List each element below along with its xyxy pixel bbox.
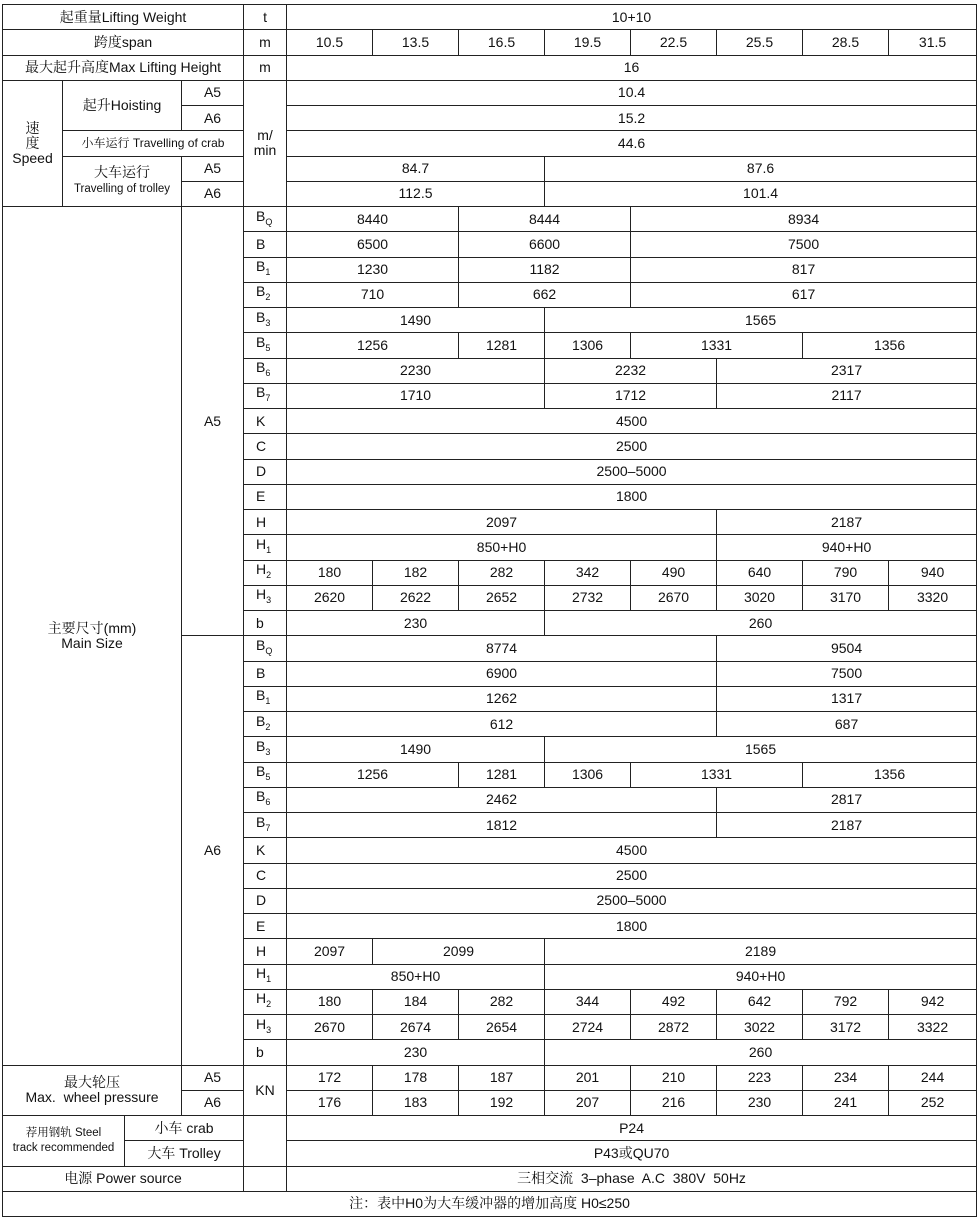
dimension-symbol-letter: B <box>256 333 266 350</box>
dimension-value: 2674 <box>373 1015 459 1040</box>
dimension-value: 1281 <box>459 762 545 787</box>
span-label: 跨度span <box>3 30 244 55</box>
dimension-symbol <box>244 560 287 585</box>
dimension-symbol-letter: H <box>256 1015 267 1032</box>
dimension-symbol-letter: H <box>256 561 267 578</box>
dimension-value: 2622 <box>373 585 459 610</box>
dimension-value: 230 <box>287 611 545 636</box>
dimension-symbol-subscript: 3 <box>265 317 271 328</box>
dimension-symbol-letter: B <box>256 813 266 830</box>
span-value: 25.5 <box>717 30 803 55</box>
spec-table <box>2 4 977 1217</box>
dimension-value: 1331 <box>631 333 803 358</box>
dimension-value: 1356 <box>803 333 977 358</box>
rail-trolley-label: 大车 Trolley <box>125 1141 244 1166</box>
rail-label <box>3 1116 125 1167</box>
dimension-symbol <box>244 1040 287 1065</box>
lifting-weight-value: 10+10 <box>287 5 977 30</box>
trolley-travel-label <box>63 156 182 207</box>
max-height-label: 最大起升高度Max Lifting Height <box>3 55 244 80</box>
dimension-symbol-letter: H <box>256 535 267 552</box>
dimension-symbol-letter: B <box>256 737 266 754</box>
dimension-symbol <box>244 207 287 232</box>
dimension-value: 790 <box>803 560 889 585</box>
span-value: 22.5 <box>631 30 717 55</box>
lifting-weight-unit: t <box>244 5 287 30</box>
dimension-value: 1256 <box>287 333 459 358</box>
dimension-symbol-letter: H <box>256 965 267 982</box>
power-value: 三相交流 3–phase A.C 380V 50Hz <box>287 1166 977 1191</box>
dimension-symbol <box>244 484 287 509</box>
dimension-value: 1262 <box>287 686 717 711</box>
span-value: 28.5 <box>803 30 889 55</box>
dimension-symbol <box>244 838 287 863</box>
wheel-a6-value: 216 <box>631 1090 717 1115</box>
wheel-a6-value: 241 <box>803 1090 889 1115</box>
wheel-a5-value: 244 <box>889 1065 977 1090</box>
speed-label-en: Speed <box>12 149 53 166</box>
dimension-symbol-letter: B <box>256 687 266 704</box>
dimension-symbol-subscript: 1 <box>265 267 271 278</box>
dimension-value: 3020 <box>717 585 803 610</box>
rail-label-en: track recommended <box>12 1141 115 1154</box>
wheel-label-cn: 最大轮压 <box>64 1074 120 1091</box>
dimension-symbol <box>244 383 287 408</box>
row-hoisting-a5 <box>3 80 977 105</box>
dimension-value: 184 <box>373 989 459 1014</box>
main-size-label <box>3 207 182 1066</box>
dimension-value: 2500 <box>287 434 977 459</box>
dimension-value: 1256 <box>287 762 459 787</box>
dimension-symbol-letter: D <box>256 463 267 480</box>
wheel-a6-value: 230 <box>717 1090 803 1115</box>
dimension-symbol-subscript: 3 <box>265 746 271 757</box>
dimension-value: 1356 <box>803 762 977 787</box>
row-wheel-a5 <box>3 1065 977 1090</box>
dimension-symbol-letter: B <box>256 283 266 300</box>
main-size-row <box>3 207 977 232</box>
max-height-unit: m <box>244 55 287 80</box>
span-unit: m <box>244 30 287 55</box>
dimension-value: 2317 <box>717 358 977 383</box>
dimension-symbol-letter: K <box>256 412 266 429</box>
dimension-symbol-subscript: 6 <box>265 797 271 808</box>
hoisting-label: 起升Hoisting <box>63 80 182 131</box>
dimension-symbol <box>244 762 287 787</box>
lifting-weight-label: 起重量Lifting Weight <box>3 5 244 30</box>
dimension-value: 492 <box>631 989 717 1014</box>
dimension-symbol <box>244 939 287 964</box>
main-size-label-en: Main Size <box>61 634 123 651</box>
dimension-value: 8774 <box>287 636 717 661</box>
dimension-value: 7500 <box>717 661 977 686</box>
dimension-value: 1230 <box>287 257 459 282</box>
dimension-value: 2117 <box>717 383 977 408</box>
dimension-value: 2872 <box>631 1015 717 1040</box>
dimension-value: 817 <box>631 257 977 282</box>
dimension-value: 1812 <box>287 813 717 838</box>
hoisting-a6-class: A6 <box>182 106 244 131</box>
dimension-symbol <box>244 686 287 711</box>
dimension-symbol-letter: D <box>256 892 267 909</box>
dimension-symbol <box>244 964 287 989</box>
dimension-symbol <box>244 358 287 383</box>
trolley-a6-class: A6 <box>182 181 244 206</box>
rail-label-cn: 荐用钢轨 Steel <box>25 1126 102 1139</box>
dimension-symbol-subscript: Q <box>265 216 273 227</box>
dimension-symbol-letter: B <box>256 235 266 252</box>
wheel-a5-value: 210 <box>631 1065 717 1090</box>
dimension-symbol <box>244 863 287 888</box>
dimension-value: 942 <box>889 989 977 1014</box>
footnote: 注：表中H0为大车缓冲器的增加高度 H0≤250 <box>3 1191 977 1216</box>
rail-crab-value: P24 <box>287 1116 977 1141</box>
dimension-value: 230 <box>287 1040 545 1065</box>
dimension-symbol <box>244 636 287 661</box>
dimension-value: 850+H0 <box>287 964 545 989</box>
main-size-label-cn: 主要尺寸(mm) <box>47 619 137 636</box>
dimension-symbol <box>244 611 287 636</box>
wheel-unit: KN <box>244 1065 287 1116</box>
dimension-value: 2189 <box>545 939 977 964</box>
dimension-symbol-subscript: 1 <box>266 974 272 985</box>
dimension-value: 612 <box>287 712 717 737</box>
dimension-value: 6900 <box>287 661 717 686</box>
rail-unit-empty <box>244 1116 287 1167</box>
dimension-value: 2500 <box>287 863 977 888</box>
dimension-symbol-letter: B <box>256 258 266 275</box>
dimension-value: 1800 <box>287 484 977 509</box>
wheel-a5-value: 178 <box>373 1065 459 1090</box>
dimension-value: 490 <box>631 560 717 585</box>
trolley-label-en: Travelling of trolley <box>73 183 171 196</box>
row-power <box>3 1166 977 1191</box>
dimension-value: 2724 <box>545 1015 631 1040</box>
duty-class-a6: A6 <box>182 636 244 1065</box>
dimension-value: 3172 <box>803 1015 889 1040</box>
dimension-value: 282 <box>459 989 545 1014</box>
dimension-value: 2732 <box>545 585 631 610</box>
dimension-value: 1712 <box>545 383 717 408</box>
dimension-value: 710 <box>287 282 459 307</box>
dimension-value: 1490 <box>287 308 545 333</box>
dimension-value: 640 <box>717 560 803 585</box>
dimension-value: 940+H0 <box>545 964 977 989</box>
dimension-value: 8444 <box>459 207 631 232</box>
dimension-value: 940+H0 <box>717 535 977 560</box>
dimension-value: 6500 <box>287 232 459 257</box>
span-value: 10.5 <box>287 30 373 55</box>
wheel-a5-value: 187 <box>459 1065 545 1090</box>
crab-travel-value: 44.6 <box>287 131 977 156</box>
dimension-value: 4500 <box>287 409 977 434</box>
trolley-a5-value: 87.6 <box>545 156 977 181</box>
dimension-value: 8440 <box>287 207 459 232</box>
dimension-value: 2817 <box>717 787 977 812</box>
dimension-value: 1182 <box>459 257 631 282</box>
speed-group-label <box>3 80 63 206</box>
dimension-symbol-letter: B <box>256 788 266 805</box>
dimension-value: 2654 <box>459 1015 545 1040</box>
dimension-value: 1565 <box>545 737 977 762</box>
hoisting-a5-class: A5 <box>182 80 244 105</box>
dimension-symbol-letter: C <box>256 437 267 454</box>
dimension-value: 2462 <box>287 787 717 812</box>
dimension-value: 1710 <box>287 383 545 408</box>
dimension-value: 642 <box>717 989 803 1014</box>
dimension-symbol-subscript: 2 <box>266 999 272 1010</box>
rail-crab-label: 小车 crab <box>125 1116 244 1141</box>
dimension-value: 687 <box>717 712 977 737</box>
row-note <box>3 1191 977 1216</box>
dimension-value: 7500 <box>631 232 977 257</box>
dimension-symbol-subscript: 3 <box>266 1024 272 1035</box>
dimension-value: 6600 <box>459 232 631 257</box>
dimension-symbol-subscript: 2 <box>265 292 271 303</box>
dimension-symbol-letter: B <box>256 636 266 653</box>
wheel-a6-value: 252 <box>889 1090 977 1115</box>
speed-label-cn: 速度 <box>25 119 40 151</box>
dimension-symbol-letter: C <box>256 867 267 884</box>
dimension-value: 3170 <box>803 585 889 610</box>
dimension-value: 1306 <box>545 333 631 358</box>
dimension-value: 2187 <box>717 813 977 838</box>
dimension-symbol-letter: B <box>256 308 266 325</box>
dimension-symbol <box>244 257 287 282</box>
dimension-value: 4500 <box>287 838 977 863</box>
dimension-value: 792 <box>803 989 889 1014</box>
dimension-symbol-letter: K <box>256 841 266 858</box>
wheel-a6-value: 192 <box>459 1090 545 1115</box>
dimension-symbol <box>244 661 287 686</box>
power-unit-empty <box>244 1166 287 1191</box>
trolley-a5-value: 84.7 <box>287 156 545 181</box>
dimension-symbol-subscript: 5 <box>265 342 271 353</box>
wheel-a5-class: A5 <box>182 1065 244 1090</box>
dimension-value: 1800 <box>287 914 977 939</box>
row-max-height <box>3 55 977 80</box>
wheel-a6-value: 176 <box>287 1090 373 1115</box>
dimension-value: 180 <box>287 989 373 1014</box>
dimension-value: 662 <box>459 282 631 307</box>
dimension-symbol <box>244 535 287 560</box>
dimension-symbol <box>244 434 287 459</box>
dimension-value: 260 <box>545 611 977 636</box>
dimension-value: 2500–5000 <box>287 459 977 484</box>
dimension-symbol-letter: H <box>256 990 267 1007</box>
dimension-value: 182 <box>373 560 459 585</box>
dimension-value: 2099 <box>373 939 545 964</box>
dimension-value: 940 <box>889 560 977 585</box>
dimension-symbol-letter: B <box>256 207 266 224</box>
dimension-value: 2670 <box>631 585 717 610</box>
dimension-value: 9504 <box>717 636 977 661</box>
dimension-symbol <box>244 333 287 358</box>
dimension-symbol-letter: B <box>256 359 266 376</box>
dimension-value: 344 <box>545 989 631 1014</box>
dimension-symbol-letter: E <box>256 488 266 505</box>
dimension-value: 260 <box>545 1040 977 1065</box>
rail-trolley-value: P43或QU70 <box>287 1141 977 1166</box>
dimension-symbol-letter: b <box>256 1043 264 1060</box>
wheel-pressure-label <box>3 1065 182 1116</box>
dimension-symbol-subscript: 2 <box>266 570 272 581</box>
dimension-symbol-subscript: Q <box>265 645 273 656</box>
dimension-symbol-subscript: 5 <box>265 772 271 783</box>
dimension-symbol-letter: B <box>256 763 266 780</box>
wheel-a6-class: A6 <box>182 1090 244 1115</box>
dimension-value: 1281 <box>459 333 545 358</box>
trolley-a5-class: A5 <box>182 156 244 181</box>
dimension-value: 180 <box>287 560 373 585</box>
dimension-symbol <box>244 712 287 737</box>
dimension-symbol <box>244 232 287 257</box>
dimension-value: 3022 <box>717 1015 803 1040</box>
dimension-value: 2097 <box>287 510 717 535</box>
crab-travel-label: 小车运行 Travelling of crab <box>63 131 244 156</box>
dimension-symbol-letter: E <box>256 917 266 934</box>
dimension-symbol <box>244 1015 287 1040</box>
dimension-value: 1565 <box>545 308 977 333</box>
dimension-symbol-letter: H <box>256 586 267 603</box>
trolley-a6-value: 112.5 <box>287 181 545 206</box>
hoisting-a6-value: 15.2 <box>287 106 977 131</box>
dimension-value: 2187 <box>717 510 977 535</box>
dimension-value: 8934 <box>631 207 977 232</box>
dimension-symbol-subscript: 3 <box>266 595 272 606</box>
dimension-symbol-letter: B <box>256 665 266 682</box>
dimension-symbol <box>244 282 287 307</box>
dimension-symbol <box>244 914 287 939</box>
wheel-a5-value: 201 <box>545 1065 631 1090</box>
dimension-value: 1317 <box>717 686 977 711</box>
dimension-value: 2670 <box>287 1015 373 1040</box>
dimension-symbol-letter: B <box>256 712 266 729</box>
dimension-symbol-subscript: 1 <box>265 696 271 707</box>
dimension-symbol <box>244 989 287 1014</box>
dimension-value: 1306 <box>545 762 631 787</box>
dimension-symbol-subscript: 2 <box>265 721 271 732</box>
row-lifting-weight <box>3 5 977 30</box>
dimension-symbol <box>244 459 287 484</box>
duty-class-a5: A5 <box>182 207 244 636</box>
hoisting-a5-value: 10.4 <box>287 80 977 105</box>
dimension-symbol-letter: b <box>256 614 264 631</box>
power-label: 电源 Power source <box>3 1166 244 1191</box>
dimension-symbol-subscript: 7 <box>265 822 271 833</box>
dimension-symbol <box>244 308 287 333</box>
dimension-symbol <box>244 813 287 838</box>
speed-unit: m/ min <box>244 80 287 206</box>
dimension-value: 1331 <box>631 762 803 787</box>
row-rail-crab <box>3 1116 977 1141</box>
dimension-value: 850+H0 <box>287 535 717 560</box>
dimension-symbol <box>244 409 287 434</box>
wheel-a6-value: 183 <box>373 1090 459 1115</box>
row-trolley-a5 <box>3 156 977 181</box>
dimension-symbol <box>244 585 287 610</box>
max-height-value: 16 <box>287 55 977 80</box>
span-value: 31.5 <box>889 30 977 55</box>
dimension-value: 3322 <box>889 1015 977 1040</box>
span-value: 19.5 <box>545 30 631 55</box>
trolley-a6-value: 101.4 <box>545 181 977 206</box>
trolley-label-cn: 大车运行 <box>94 164 150 181</box>
dimension-value: 3320 <box>889 585 977 610</box>
dimension-value: 617 <box>631 282 977 307</box>
dimension-value: 2652 <box>459 585 545 610</box>
dimension-symbol <box>244 787 287 812</box>
dimension-symbol-subscript: 1 <box>266 544 272 555</box>
dimension-symbol <box>244 510 287 535</box>
dimension-value: 282 <box>459 560 545 585</box>
dimension-value: 2500–5000 <box>287 888 977 913</box>
wheel-a5-value: 234 <box>803 1065 889 1090</box>
span-value: 13.5 <box>373 30 459 55</box>
dimension-value: 2232 <box>545 358 717 383</box>
wheel-a5-value: 223 <box>717 1065 803 1090</box>
dimension-symbol-letter: H <box>256 513 267 530</box>
row-crab-travel <box>3 131 977 156</box>
wheel-a5-value: 172 <box>287 1065 373 1090</box>
wheel-label-en: Max. wheel pressure <box>25 1089 159 1106</box>
dimension-symbol <box>244 888 287 913</box>
dimension-symbol-subscript: 6 <box>265 368 271 379</box>
dimension-value: 342 <box>545 560 631 585</box>
row-rail-trolley <box>3 1141 977 1166</box>
dimension-symbol-letter: B <box>256 384 266 401</box>
wheel-a6-value: 207 <box>545 1090 631 1115</box>
dimension-symbol <box>244 737 287 762</box>
dimension-symbol-letter: H <box>256 942 267 959</box>
dimension-value: 2620 <box>287 585 373 610</box>
dimension-value: 1490 <box>287 737 545 762</box>
span-value: 16.5 <box>459 30 545 55</box>
dimension-symbol-subscript: 7 <box>265 393 271 404</box>
dimension-value: 2230 <box>287 358 545 383</box>
dimension-value: 2097 <box>287 939 373 964</box>
row-span <box>3 30 977 55</box>
